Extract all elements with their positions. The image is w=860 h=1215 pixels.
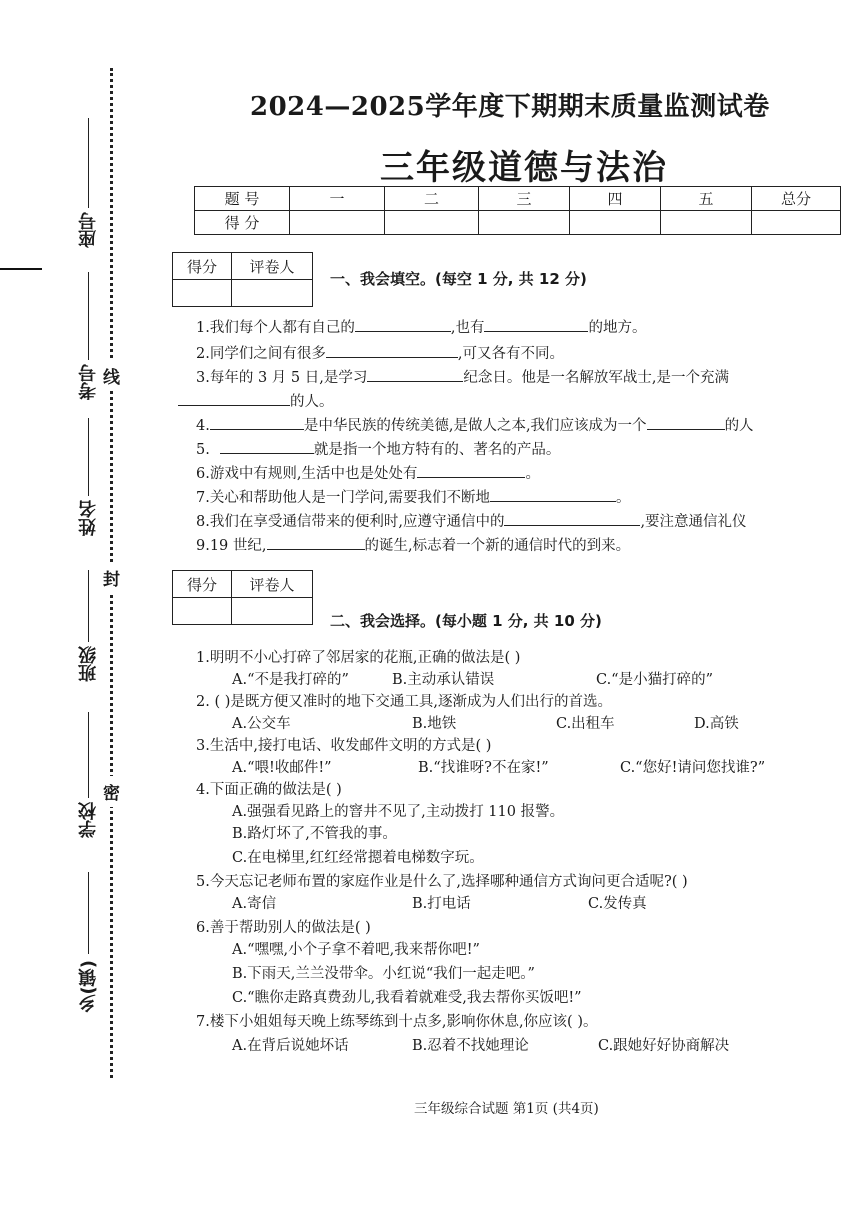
seat-label: 座号 [78, 212, 99, 248]
q2-text-a: 2.同学们之间有很多 [196, 346, 326, 362]
fill-q3 [196, 366, 729, 387]
choice-q3-b[interactable]: B.“找谁呀?不在家!” [418, 760, 549, 776]
score-cell[interactable] [290, 211, 385, 235]
town-blank [88, 872, 89, 954]
q4-blank-2[interactable] [647, 414, 725, 430]
q1-blank-2[interactable] [484, 316, 588, 332]
fill-q6 [196, 462, 540, 483]
choice-q6-a[interactable]: A.“嘿嘿,小个子拿不着吧,我来帮你吧!” [232, 942, 480, 958]
score-col-total: 总分 [752, 187, 841, 211]
choice-q3-c[interactable]: C.“您好!请问您找谁?” [620, 760, 766, 776]
grader-name-cell[interactable] [232, 598, 313, 625]
score-cell[interactable] [752, 211, 841, 235]
choice-q7-c[interactable]: C.跟她好好协商解决 [598, 1038, 730, 1054]
choice-q1-c[interactable]: C.“是小猫打碎的” [596, 672, 714, 688]
section1-title: 一、我会填空。(每空 1 分, 共 12 分) [330, 270, 587, 288]
q1-text-b: ,也有 [450, 320, 485, 336]
grader-box-1 [172, 252, 313, 307]
class-label: 班级 [78, 646, 99, 682]
choice-q6-b[interactable]: B.下雨天,兰兰没带伞。小红说“我们一起走吧。” [232, 966, 535, 982]
margin-tick [0, 268, 42, 270]
seal-line-char: 线 [103, 360, 120, 391]
score-col-2: 二 [385, 187, 479, 211]
grader-name-cell[interactable] [232, 280, 313, 307]
choice-q2-b[interactable]: B.地铁 [412, 716, 457, 732]
seat-blank [88, 118, 89, 208]
score-cell[interactable] [661, 211, 752, 235]
choice-q6-stem: 6.善于帮助别人的做法是( ) [196, 920, 371, 936]
section2-title: 二、我会选择。(每小题 1 分, 共 10 分) [330, 612, 602, 630]
score-table-header: 题 号 [195, 187, 290, 211]
choice-q2-c[interactable]: C.出租车 [556, 716, 615, 732]
score-row-label: 得 分 [195, 211, 290, 235]
choice-q4-stem: 4.下面正确的做法是( ) [196, 782, 342, 798]
grader-score-cell[interactable] [173, 598, 232, 625]
exam-no-label: 考号 [78, 364, 99, 400]
school-blank [88, 712, 89, 798]
score-cell[interactable] [479, 211, 570, 235]
fill-q5 [196, 438, 560, 459]
seal-secret-char: 密 [103, 776, 120, 807]
q4-text-b: 是中华民族的传统美德,是做人之本,我们应该成为一个 [303, 418, 647, 434]
q9-text-a: 9.19 世纪, [196, 538, 267, 554]
q8-text-b: ,要注意通信礼仪 [640, 514, 747, 530]
choice-q2-stem: 2. ( )是既方便又准时的地下交通工具,逐渐成为人们出行的首选。 [196, 694, 612, 710]
grader-score-cell[interactable] [173, 280, 232, 307]
q1-blank-1[interactable] [355, 316, 451, 332]
choice-q1-stem: 1.明明不小心打碎了邻居家的花瓶,正确的做法是( ) [196, 650, 521, 666]
exam-no-blank [88, 272, 89, 360]
score-cell[interactable] [570, 211, 661, 235]
q6-blank-1[interactable] [417, 462, 525, 478]
q9-text-b: 的诞生,标志着一个新的通信时代的到来。 [364, 538, 631, 554]
grader-name-label: 评卷人 [232, 253, 313, 280]
binding-margin [0, 0, 150, 1080]
choice-q4-a[interactable]: A.强强看见路上的窨井不见了,主动拨打 110 报警。 [232, 804, 565, 820]
exam-title: 2024—2025学年度下期期末质量监测试卷 [250, 92, 770, 122]
fill-q3-cont [178, 390, 334, 411]
choice-q5-stem: 5.今天忘记老师布置的家庭作业是什么了,选择哪种通信方式询问更合适呢?( ) [196, 874, 688, 890]
fill-q8 [196, 510, 747, 531]
q4-blank-1[interactable] [210, 414, 304, 430]
page-footer: 三年级综合试题 第1页 (共4页) [414, 1101, 599, 1117]
choice-q5-a[interactable]: A.寄信 [232, 896, 277, 912]
grader-name-label: 评卷人 [232, 571, 313, 598]
grader-score-label: 得分 [173, 571, 232, 598]
q2-text-b: ,可又各有不同。 [457, 346, 564, 362]
fill-q9 [196, 534, 630, 555]
q8-blank-1[interactable] [504, 510, 640, 526]
score-col-3: 三 [479, 187, 570, 211]
q6-text-b: 。 [525, 466, 540, 482]
grader-score-label: 得分 [173, 253, 232, 280]
choice-q1-a[interactable]: A.“不是我打碎的” [232, 672, 349, 688]
fill-q1 [196, 316, 646, 337]
q4-text-c: 的人 [724, 418, 754, 434]
seal-seal-char: 封 [103, 562, 120, 593]
score-table [194, 186, 841, 235]
choice-q2-a[interactable]: A.公交车 [232, 716, 291, 732]
q9-blank-1[interactable] [267, 534, 365, 550]
fill-q2 [196, 342, 564, 363]
choice-q1-b[interactable]: B.主动承认错误 [392, 672, 495, 688]
q2-blank-1[interactable] [326, 342, 458, 358]
q3-blank-1[interactable] [367, 366, 463, 382]
q5-blank-1[interactable] [220, 438, 314, 454]
score-cell[interactable] [385, 211, 479, 235]
choice-q4-c[interactable]: C.在电梯里,红红经常摁着电梯数字玩。 [232, 850, 484, 866]
q1-text-c: 的地方。 [588, 320, 647, 336]
subject-title: 三年级道德与法治 [380, 148, 668, 188]
choice-q5-b[interactable]: B.打电话 [412, 896, 471, 912]
name-blank [88, 418, 89, 496]
q7-text-a: 7.关心和帮助他人是一门学问,需要我们不断地 [196, 490, 490, 506]
fill-q4 [196, 414, 754, 435]
q8-text-a: 8.我们在享受通信带来的便利时,应遵守通信中的 [196, 514, 505, 530]
q1-text-a: 1.我们每个人都有自己的 [196, 320, 355, 336]
choice-q4-b[interactable]: B.路灯坏了,不管我的事。 [232, 826, 397, 842]
q5-text-a: 5. [196, 442, 210, 458]
q3-text-c: 的人。 [290, 394, 334, 410]
grader-box-2 [172, 570, 313, 625]
choice-q7-b[interactable]: B.忍着不找她理论 [412, 1038, 529, 1054]
q3-blank-2[interactable] [178, 390, 290, 406]
choice-q2-d[interactable]: D.高铁 [694, 716, 739, 732]
q3-text-b: 纪念日。他是一名解放军战士,是一个充满 [463, 370, 729, 386]
choice-q7-a[interactable]: A.在背后说她坏话 [232, 1038, 349, 1054]
choice-q7-stem: 7.楼下小姐姐每天晚上练琴练到十点多,影响你休息,你应该( )。 [196, 1014, 598, 1030]
q4-text-a: 4. [196, 418, 210, 434]
score-col-4: 四 [570, 187, 661, 211]
q6-text-a: 6.游戏中有规则,生活中也是处处有 [196, 466, 418, 482]
score-col-1: 一 [290, 187, 385, 211]
choice-q6-c[interactable]: C.“瞧你走路真费劲儿,我看着就难受,我去帮你买饭吧!” [232, 990, 582, 1006]
q3-text-a: 3.每年的 3 月 5 日,是学习 [196, 370, 368, 386]
q5-text-b: 就是指一个地方特有的、著名的产品。 [313, 442, 561, 458]
school-label: 学校 [78, 802, 99, 838]
choice-q3-stem: 3.生活中,接打电话、收发邮件文明的方式是( ) [196, 738, 492, 754]
choice-q3-a[interactable]: A.“喂!收邮件!” [232, 760, 332, 776]
town-label: 乡(镇) [78, 960, 99, 1013]
score-col-5: 五 [661, 187, 752, 211]
q7-blank-1[interactable] [490, 486, 616, 502]
name-label: 姓名 [78, 500, 99, 536]
class-blank [88, 570, 89, 642]
choice-q5-c[interactable]: C.发传真 [588, 896, 647, 912]
fill-q7 [196, 486, 630, 507]
q7-text-b: 。 [615, 490, 631, 506]
